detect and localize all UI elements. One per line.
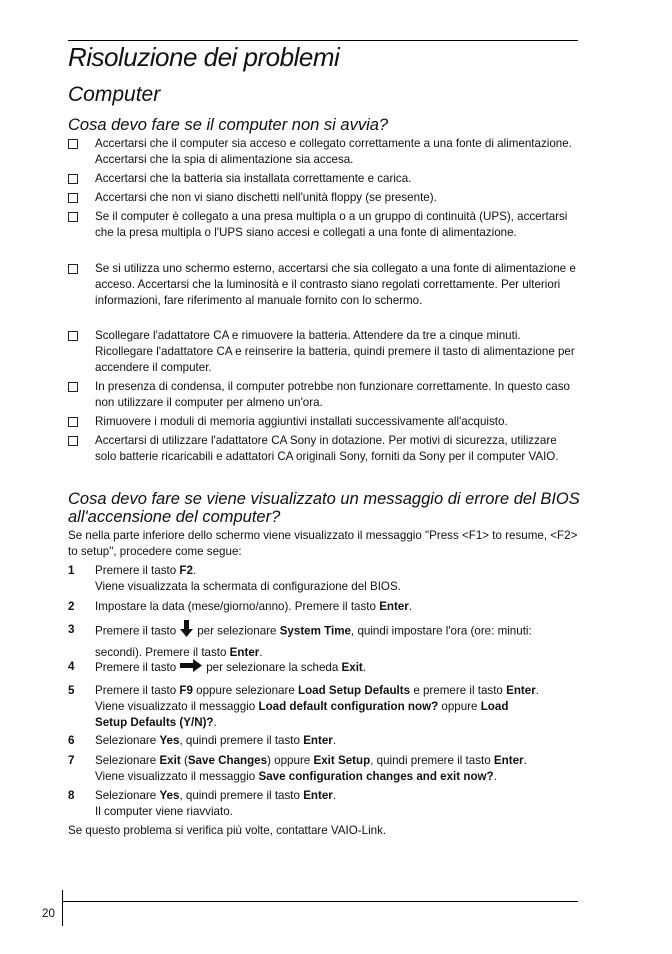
checkbox-icon bbox=[68, 264, 78, 274]
step-8: 8 Selezionare Yes, quindi premere il tasto Enter. Il computer viene riavviato. bbox=[68, 789, 337, 818]
right-arrow-icon bbox=[180, 659, 202, 677]
checklist-item: Scollegare l'adattatore CA e rimuovere la batteria. Attendere da tre a cinque minuti. Ricollegare l'adattatore CA e reinserire la batteria, quindi premere il tasto di alimentazione per accendere il computer. bbox=[68, 328, 578, 376]
checklist-item: Accertarsi che la batteria sia installata correttamente e carica. bbox=[68, 171, 578, 187]
step-1: 1 Premere il tasto F2. Viene visualizzata la schermata di configurazione del BIOS. bbox=[68, 564, 401, 593]
page-title: Risoluzione dei problemi bbox=[68, 42, 340, 72]
checklist-item: In presenza di condensa, il computer potrebbe non funzionare correttamente. In questo caso non utilizzare il computer per almeno un'ora. bbox=[68, 379, 578, 411]
checklist-item: Rimuovere i moduli di memoria aggiuntivi installati successivamente all'acquisto. bbox=[68, 414, 578, 430]
step-3: 3 Premere il tasto per selezionare System Time, quindi impostare l'ora (ore: minuti: secondi). Premere il tasto Enter. bbox=[68, 620, 583, 662]
step-2: 2 Impostare la data (mese/giorno/anno). Premere il tasto Enter. bbox=[68, 600, 413, 613]
checkbox-icon bbox=[68, 417, 78, 427]
step-6: 6 Selezionare Yes, quindi premere il tasto Enter. bbox=[68, 734, 337, 747]
checklist-item: Accertarsi di utilizzare l'adattatore CA Sony in dotazione. Per motivi di sicurezza, utilizzare solo batterie ricaricabili e adattatori CA originali Sony, forniti da Sony per il computer VAIO. bbox=[68, 433, 578, 465]
closing-paragraph: Se questo problema si verifica più volte, contattare VAIO-Link. bbox=[68, 824, 387, 837]
checkbox-icon bbox=[68, 331, 78, 341]
step-4: 4 Premere il tasto per selezionare la scheda Exit. bbox=[68, 659, 583, 677]
step-5: 5 Premere il tasto F9 oppure selezionare Load Setup Defaults e premere il tasto Enter. Viene visualizzato il messaggio Load default configuration now? oppure Load Setup Defaults (Y/N)?. bbox=[68, 684, 539, 729]
top-rule bbox=[68, 40, 578, 41]
question-heading-2: Cosa devo fare se viene visualizzato un messaggio di errore del BIOS all'accensione del computer? bbox=[68, 490, 580, 526]
checklist-item: Accertarsi che il computer sia acceso e collegato correttamente a una fonte di alimentazione. Accertarsi che la spia di alimentazione sia accesa. bbox=[68, 136, 578, 168]
footer-rule bbox=[62, 901, 578, 902]
checklist-item: Accertarsi che non vi siano dischetti nell'unità floppy (se presente). bbox=[68, 190, 578, 206]
checklist-item: Se si utilizza uno schermo esterno, accertarsi che sia collegato a una fonte di alimentazione e acceso. Accertarsi che la luminosità e il contrasto siano regolati correttamente. Per ulteriori informazioni, fare riferimento al manuale fornito con lo schermo. bbox=[68, 261, 578, 309]
checklist-item: Se il computer è collegato a una presa multipla o a un gruppo di continuità (UPS), accertarsi che la presa multipla o l'UPS siano accesi e collegati a una fonte di alimentazione. bbox=[68, 209, 578, 241]
section-heading: Computer bbox=[68, 83, 161, 106]
checkbox-icon bbox=[68, 139, 78, 149]
checkbox-icon bbox=[68, 436, 78, 446]
checkbox-icon bbox=[68, 382, 78, 392]
step-7: 7 Selezionare Exit (Save Changes) oppure Exit Setup, quindi premere il tasto Enter. Viene visualizzato il messaggio Save configuration changes and exit now?. bbox=[68, 754, 527, 783]
down-arrow-icon bbox=[180, 620, 193, 643]
checkbox-icon bbox=[68, 174, 78, 184]
page-number: 20 bbox=[42, 907, 55, 920]
question-heading-1: Cosa devo fare se il computer non si avvia? bbox=[68, 116, 389, 134]
checkbox-icon bbox=[68, 193, 78, 203]
checkbox-icon bbox=[68, 212, 78, 222]
intro-paragraph: Se nella parte inferiore dello schermo viene visualizzato il messaggio "Press <F1> to resume, <F2> to setup", procedere come segue: bbox=[68, 529, 578, 558]
footer-divider bbox=[62, 890, 63, 926]
